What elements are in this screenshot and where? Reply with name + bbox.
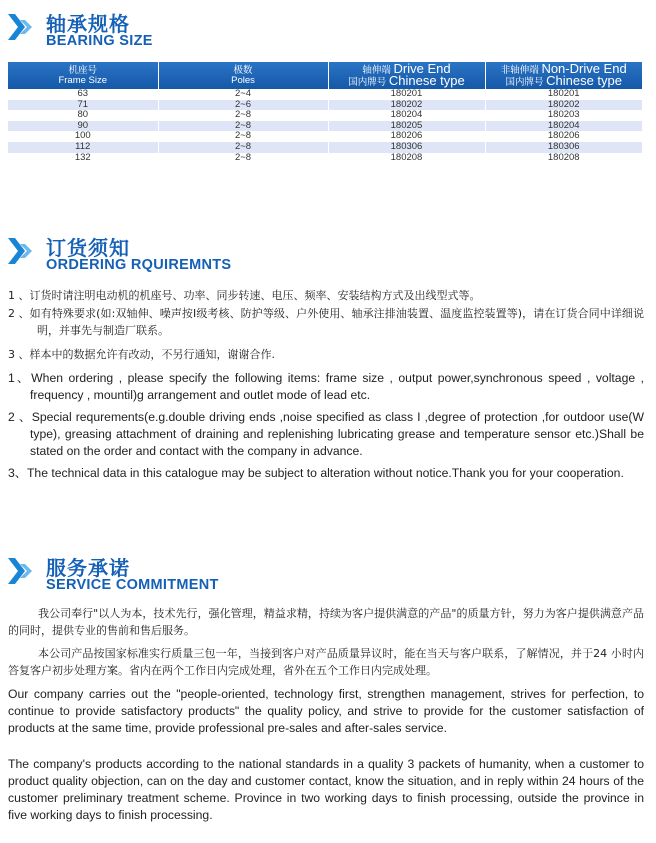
cell-poles: 2~8 (158, 142, 328, 153)
header-frame-size: 机座号 Frame Size (8, 62, 158, 89)
cell-drive: 180306 (328, 142, 485, 153)
cell-frame: 71 (8, 100, 158, 111)
cell-frame: 63 (8, 89, 158, 100)
header-drive-end: 轴伸端 Drive End 国内牌号 Chinese type (328, 62, 485, 89)
cell-ndrive: 180204 (485, 121, 642, 132)
cell-ndrive: 180306 (485, 142, 642, 153)
cell-poles: 2~6 (158, 100, 328, 111)
bearing-size-table (8, 62, 642, 163)
cell-drive: 180208 (328, 153, 485, 164)
ordering-title-cn: 订货须知 (46, 236, 130, 260)
service-cn-paragraph-1: 我公司奉行"以人为本，技术先行，强化管理，精益求精，持续为客户提供满意的产品"的质量方针，努力为客户提供满意产品的同时，提供专业的售前和售后服务。 (8, 607, 644, 637)
ordering-en-item-3: 3、The technical data in this catalogue may be subject to alteration without notice.Thank you for your cooperation. (8, 466, 624, 480)
service-title-cn: 服务承诺 (46, 556, 130, 580)
table-row (8, 110, 642, 121)
bearing-title-en: BEARING SIZE (46, 33, 153, 49)
header-poles: 极数 Poles (158, 62, 328, 89)
cell-frame: 100 (8, 131, 158, 142)
service-title-en: SERVICE COMMITMENT (46, 577, 219, 593)
cell-poles: 2~8 (158, 110, 328, 121)
service-cn-paragraph-2: 本公司产品按国家标准实行质量三包一年，当接到客户对产品质量异议时，能在当天与客户联系，了解情况，并于24 小时内答复客户初步处理方案。省内在两个工作日内完成处理，省外在五个工作日内完成处理。 (8, 647, 644, 677)
table-row (8, 121, 642, 132)
cell-ndrive: 180202 (485, 100, 642, 111)
cell-poles: 2~8 (158, 153, 328, 164)
table-row (8, 100, 642, 111)
cell-ndrive: 180206 (485, 131, 642, 142)
ordering-cn-item-1: 1 、订货时请注明电动机的机座号、功率、同步转速、电压、频率、安装结构方式及出线型式等。 (8, 289, 481, 302)
cell-ndrive: 180208 (485, 153, 642, 164)
cell-drive: 180204 (328, 110, 485, 121)
table-row (8, 142, 642, 153)
ordering-en-item-1: 1、When ordering , please specify the following items: frame size , output power,synchronous speed , voltage , frequency , mountil)g arrangement and outlet mode of lead etc. (8, 371, 644, 402)
cell-poles: 2~8 (158, 131, 328, 142)
cell-drive: 180202 (328, 100, 485, 111)
service-en-paragraph-1: Our company carries out the "people-oriented, technology first, strengthen management, strives for perfection, to continue to provide satisfactory products" the quality policy, and strive to provide for the customer satisfaction of products at the same time, provide professional pre-sales and after-sales service. (8, 687, 644, 735)
bearing-title-cn: 轴承规格 (46, 12, 130, 36)
cell-frame: 132 (8, 153, 158, 164)
service-en-paragraph-2: The company's products according to the national standards in a quality 3 packets of humanity, when a customer to product quality objection, can on the day and customer contact, know the situation, and in reply within 24 hours of the customer preliminary treatment scheme. Province in two working days to finish processing, outside the province in five working days to finish processing. (8, 757, 644, 822)
cell-frame: 90 (8, 121, 158, 132)
ordering-cn-item-3: 3 、样本中的数据允许有改动，不另行通知，谢谢合作. (8, 348, 275, 361)
table-row (8, 89, 642, 100)
table-header-row (8, 62, 642, 89)
table-row (8, 131, 642, 142)
ordering-en-item-2: 2 、Special requrements(e.g.double driving ends ,noise specified as class I ,degree of protection ,for outdoor use(W type), greasing attachment of draining and replenishing lubricating grease and temperature sensor etc.)Shall be stated on the order and contact with the company in advance. (8, 410, 644, 458)
double-chevron-icon (6, 234, 36, 268)
cell-drive: 180206 (328, 131, 485, 142)
cell-frame: 112 (8, 142, 158, 153)
double-chevron-icon (6, 554, 36, 588)
header-non-drive-end: 非轴伸端 Non-Drive End 国内牌号 Chinese type (485, 62, 642, 89)
table-row (8, 153, 642, 164)
ordering-title-en: ORDERING RQUIREMNTS (46, 257, 232, 273)
double-chevron-icon (6, 10, 36, 44)
cell-drive: 180201 (328, 89, 485, 100)
cell-ndrive: 180203 (485, 110, 642, 121)
cell-frame: 80 (8, 110, 158, 121)
cell-drive: 180205 (328, 121, 485, 132)
cell-poles: 2~4 (158, 89, 328, 100)
ordering-cn-item-2: 2 、如有特殊要求(如:双轴伸、噪声按Ⅰ级考核、防护等级、户外使用、轴承注排油装置、温度监控装置等)，请在订货合同中详细说明，并事先与制造厂联系。 (8, 307, 644, 337)
cell-poles: 2~8 (158, 121, 328, 132)
cell-ndrive: 180201 (485, 89, 642, 100)
